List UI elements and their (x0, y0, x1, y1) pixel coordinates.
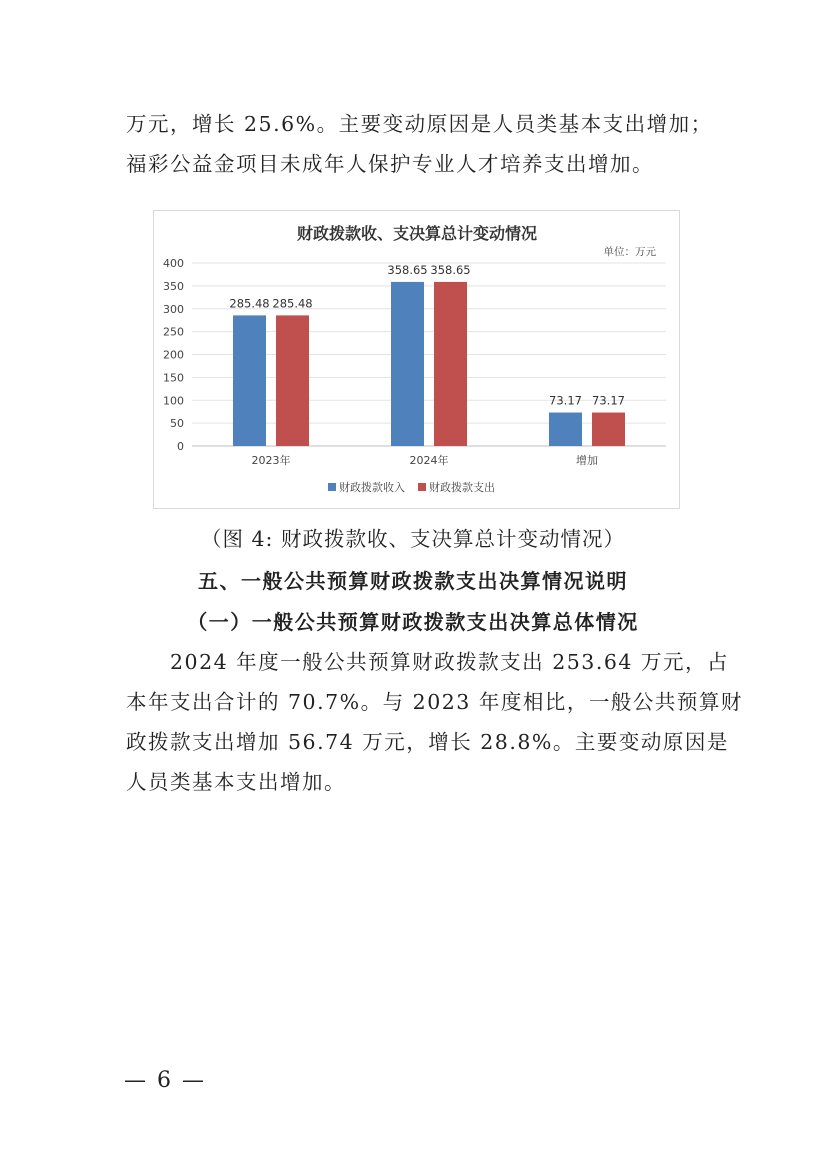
data-label: 285.48 (272, 296, 313, 311)
paragraph-line: 本年支出合计的 70.7%。与 2023 年度相比，一般公共预算财 (126, 690, 743, 714)
figure-caption: （图 4: 财政拨款收、支决算总计变动情况） (201, 527, 625, 551)
x-tick-label: 2024年 (409, 454, 449, 467)
data-label: 358.65 (387, 262, 428, 277)
bar-expense (434, 282, 467, 446)
y-tick-label: 50 (170, 417, 184, 431)
y-tick-label: 100 (163, 394, 184, 408)
legend-label: 财政拨款收入 (339, 481, 405, 494)
y-tick-label: 0 (177, 440, 184, 453)
section-heading: 五、一般公共预算财政拨款支出决算情况说明 (198, 569, 628, 593)
data-label: 73.17 (592, 393, 625, 408)
data-label: 285.48 (229, 296, 270, 311)
chart-unit-label: 单位：万元 (603, 246, 656, 258)
chart-title: 财政拨款收、支决算总计变动情况 (296, 224, 538, 243)
x-tick-label: 增加 (576, 454, 598, 467)
bar-income (391, 282, 424, 446)
paragraph-line: 万元，增长 25.6%。主要变动原因是人员类基本支出增加； (126, 112, 713, 136)
y-tick-label: 200 (163, 348, 184, 362)
summary-paragraph (126, 642, 743, 802)
bar-income (233, 315, 266, 446)
bar-chart (153, 210, 680, 509)
y-tick-label: 350 (163, 279, 184, 293)
bar-expense (276, 315, 309, 446)
y-tick-label: 250 (163, 325, 184, 339)
bar-expense (592, 413, 625, 446)
page-number: — 6 — (124, 1068, 206, 1093)
data-label: 358.65 (430, 262, 471, 277)
paragraph-line: 2024 年度一般公共预算财政拨款支出 253.64 万元，占 (170, 650, 729, 674)
x-tick-label: 2023年 (251, 454, 291, 467)
y-tick-label: 400 (163, 257, 184, 270)
y-tick-label: 300 (163, 302, 184, 316)
data-label: 73.17 (549, 393, 582, 408)
paragraph-line: 人员类基本支出增加。 (126, 770, 346, 794)
subsection-heading: （一）一般公共预算财政拨款支出决算总体情况 (187, 610, 639, 634)
intro-paragraph (126, 104, 713, 184)
legend-swatch (418, 483, 426, 491)
legend-swatch (328, 483, 336, 491)
bar-income (549, 413, 582, 446)
paragraph-line: 福彩公益金项目未成年人保护专业人才培养支出增加。 (126, 152, 654, 176)
legend-label: 财政拨款支出 (429, 481, 495, 494)
paragraph-line: 政拨款支出增加 56.74 万元，增长 28.8%。主要变动原因是 (126, 730, 729, 754)
chart-canvas (154, 211, 681, 510)
y-tick-label: 150 (163, 371, 184, 385)
